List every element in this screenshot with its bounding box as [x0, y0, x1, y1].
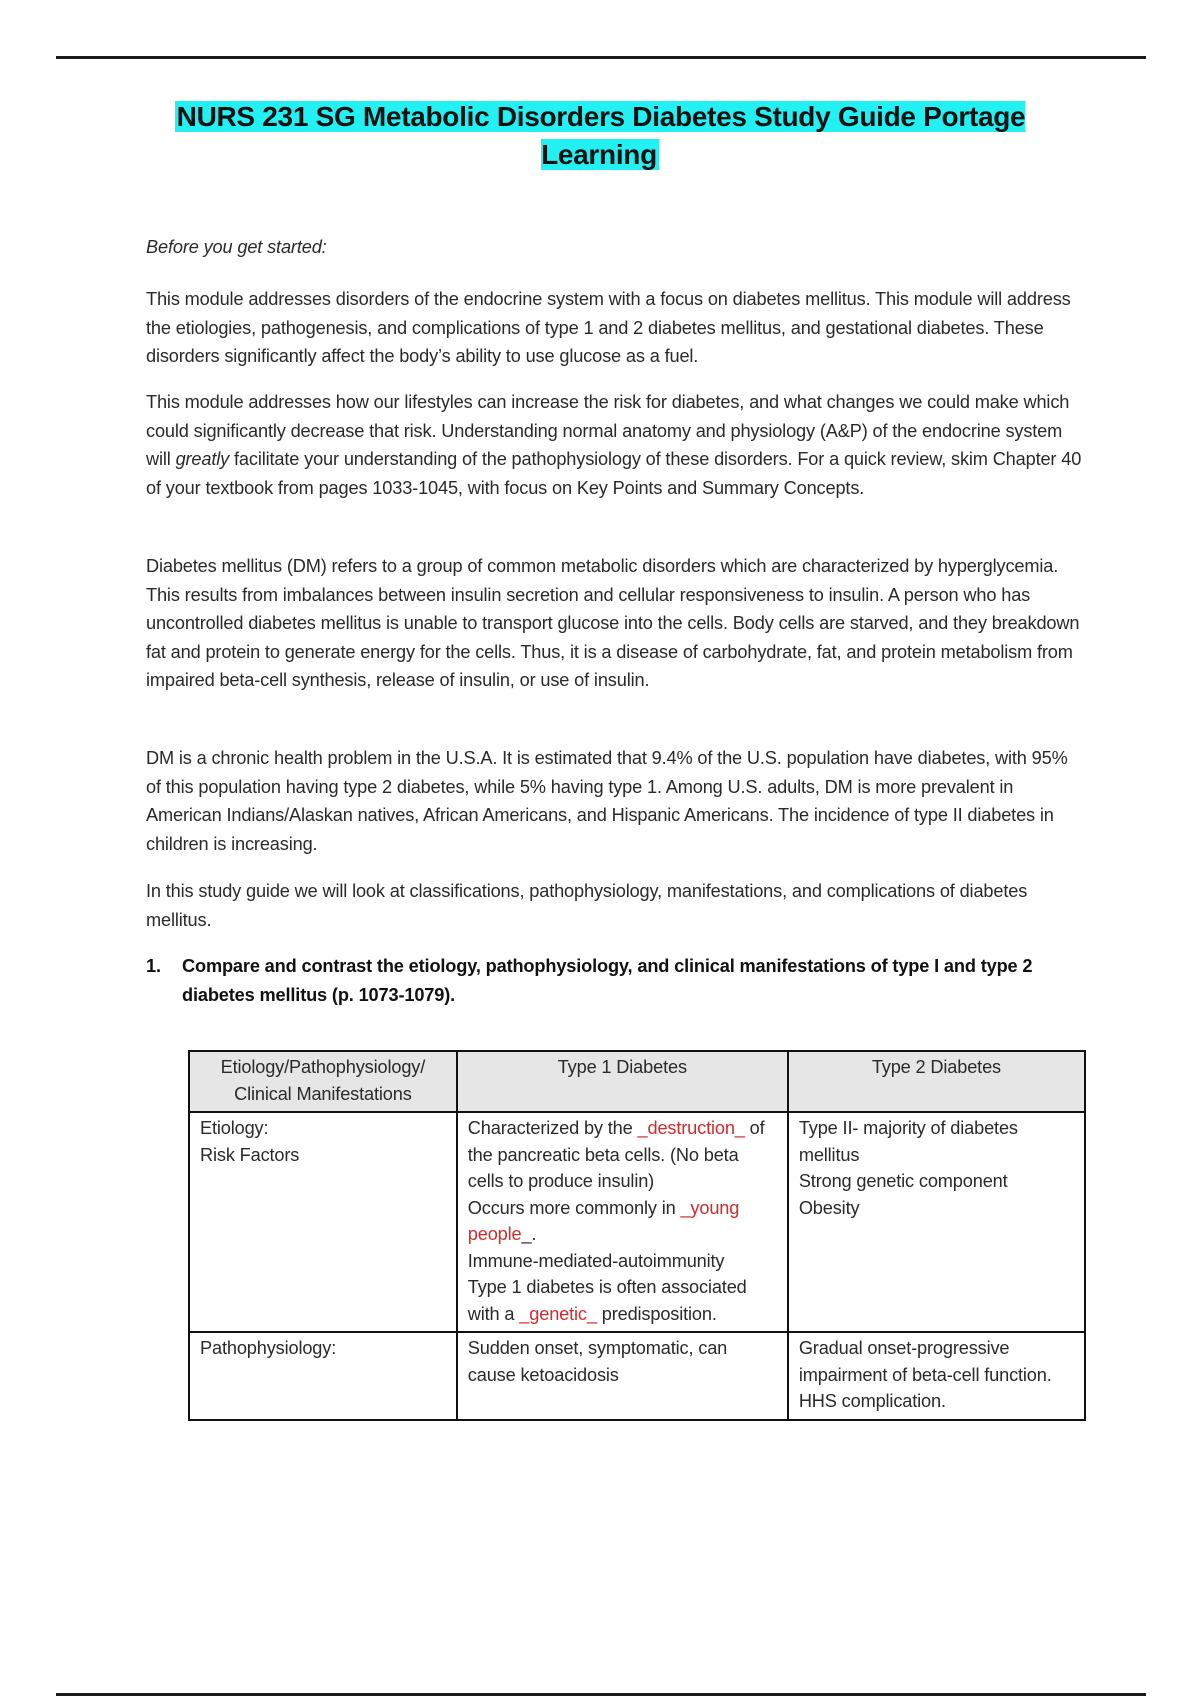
fill-in-answer-destruction: _destruction_ [637, 1118, 745, 1138]
fill-in-answer-young-people: _young people [467, 1197, 740, 1244]
table-row-pathophysiology [189, 1332, 1085, 1420]
type1-etiology-statement-4 [468, 1274, 777, 1327]
header-type-1: Type 1 Diabetes [457, 1051, 788, 1112]
page-top-rule [56, 56, 1146, 59]
header-category: Etiology/Pathophysiology/ Clinical Manifestations [189, 1051, 457, 1112]
text: of the pancreatic beta cells. (No beta cells to produce insulin) [467, 1118, 765, 1191]
type1-etiology-statement-2 [468, 1195, 777, 1248]
fill-in-answer-genetic: _genetic_ [519, 1303, 597, 1324]
cell-etiology-type-1 [457, 1112, 788, 1332]
text: Type 1 diabetes is often associated with a [467, 1277, 747, 1324]
document-title-text: NURS 231 SG Metabolic Disorders Diabetes Study Guide Portage Learning [176, 101, 1026, 170]
cell-etiology-label [189, 1112, 457, 1332]
cell-pathophysiology-label: Pathophysiology: [189, 1332, 457, 1420]
paragraph-2-text-b: facilitate your understanding of the pathophysiology of these disorders. For a quick review, skim Chapter 40 of your textbook from pages 1033-1045, with focus on Key Points and Summary Concepts. [146, 449, 1082, 498]
type2-etiology-item: Strong genetic component [798, 1171, 1008, 1191]
paragraph-2-emphasis: greatly [175, 449, 230, 470]
cell-pathophysiology-type-1: Sudden onset, symptomatic, can cause ketoacidosis [457, 1332, 788, 1420]
etiology-label: Etiology: [200, 1118, 269, 1138]
text: predisposition. [596, 1303, 717, 1324]
type2-etiology-item: Obesity [798, 1197, 860, 1218]
table-header-row [189, 1051, 1085, 1112]
question-1-number: 1. [146, 956, 161, 976]
text: Characterized by the [467, 1118, 638, 1138]
header-type-2: Type 2 Diabetes [788, 1051, 1085, 1112]
question-1-text: Compare and contrast the etiology, pathophysiology, and clinical manifestations of type I and type 2 diabetes mellitus (p. 1073-1079). [182, 956, 1033, 1005]
text: Occurs more commonly in [467, 1197, 681, 1218]
question-1 [146, 952, 1086, 1009]
paragraph-dm-definition: Diabetes mellitus (DM) refers to a group of common metabolic disorders which are characterized by hyperglycemia. This results from imbalances between insulin secretion and cellular responsiveness to insulin. A person who has uncontrolled diabetes mellitus is unable to transport glucose into the cells. Body cells are starved, and they breakdown fat and protein to generate energy for the cells. Thus, it is a disease of carbohydrate, fat, and protein metabolism from impaired beta-cell synthesis, release of insulin, or use of insulin. [146, 556, 1080, 691]
paragraph-guide-scope: In this study guide we will look at classifications, pathophysiology, manifestations, and complications of diabetes mellitus. [146, 881, 1028, 930]
risk-factors-label: Risk Factors [200, 1144, 300, 1165]
cell-pathophysiology-type-2: Gradual onset-progressive impairment of beta-cell function. HHS complication. [788, 1332, 1085, 1420]
type2-etiology-item: Type II- majority of diabetes mellitus [798, 1118, 1018, 1165]
document-title [120, 98, 1080, 174]
text: _. [521, 1224, 537, 1244]
cell-etiology-type-2 [788, 1112, 1085, 1332]
type1-etiology-statement-3: Immune-mediated-autoimmunity [467, 1250, 725, 1271]
type1-etiology-statement-1 [468, 1115, 777, 1195]
page-bottom-rule [56, 1693, 1146, 1696]
paragraph-intro-1: This module addresses disorders of the endocrine system with a focus on diabetes mellitus. This module will address the etiologies, pathogenesis, and complications of type 1 and 2 diabetes mellitus, and gestational diabetes. These disorders significantly affect the body’s ability to use glucose as a fuel. [146, 289, 1071, 367]
diabetes-comparison-table [188, 1050, 1086, 1421]
intro-label: Before you get started: [146, 237, 327, 257]
table-row-etiology [189, 1112, 1085, 1332]
paragraph-intro-2 [146, 388, 1086, 502]
paragraph-2-text-a: This module addresses how our lifestyles can increase the risk for diabetes, and what changes we could make which could significantly decrease that risk. Understanding normal anatomy and physiology (A&P) of the endocrine system will [146, 392, 1070, 470]
paragraph-dm-statistics: DM is a chronic health problem in the U.S.A. It is estimated that 9.4% of the U.S. population have diabetes, with 95% of this population having type 2 diabetes, while 5% having type 1. Among U.S. adults, DM is more prevalent in American Indians/Alaskan natives, African Americans, and Hispanic Americans. The incidence of type II diabetes in children is increasing. [146, 748, 1068, 854]
